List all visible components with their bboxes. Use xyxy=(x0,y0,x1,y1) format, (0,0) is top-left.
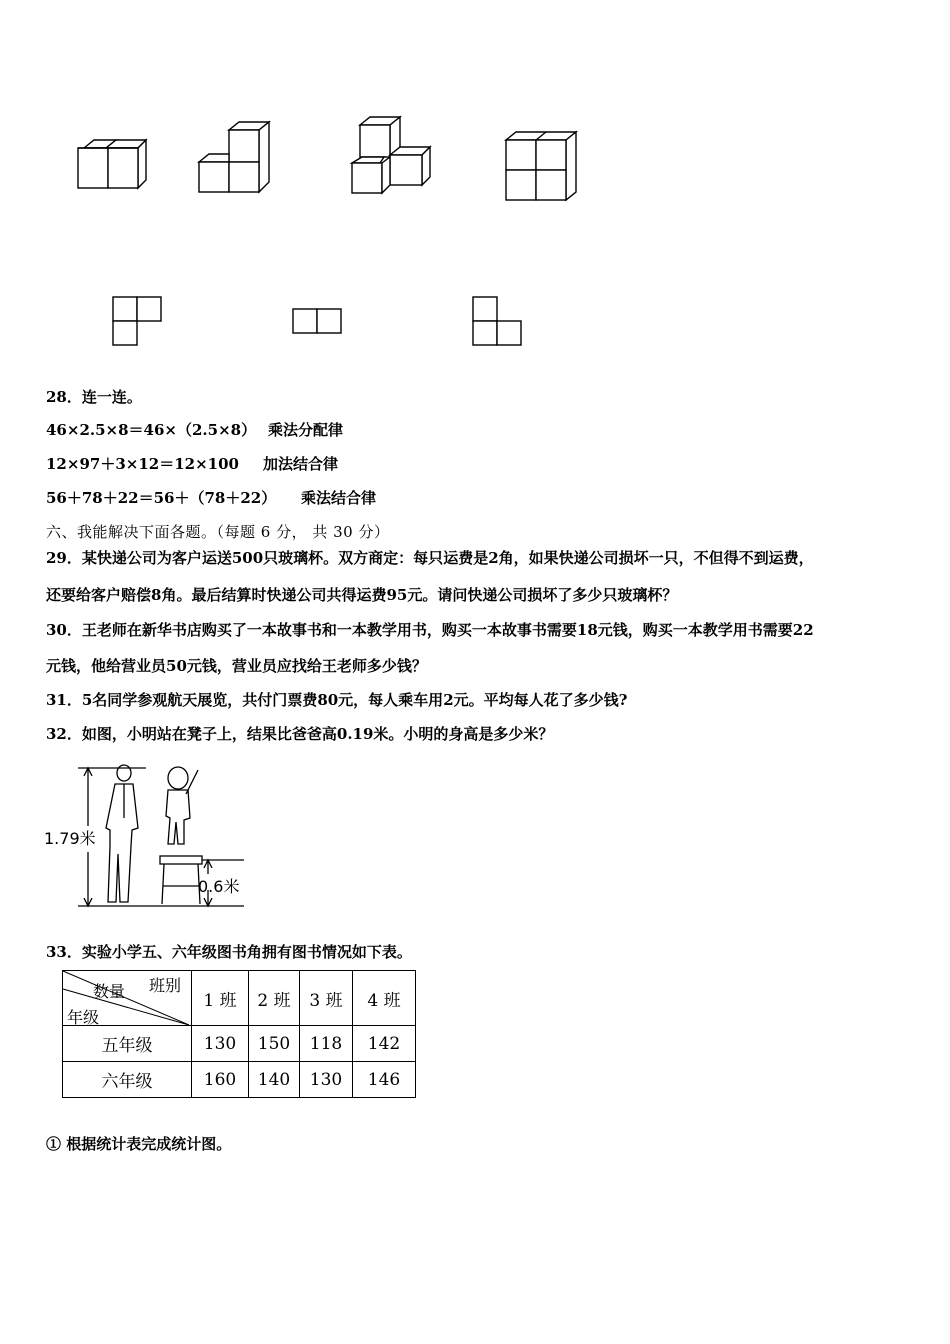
table-cell: 150 xyxy=(249,1026,300,1062)
stool-height-label: 0.6米 xyxy=(198,877,240,896)
table-cell: 146 xyxy=(353,1062,416,1098)
corner-label-class: 班别 xyxy=(148,976,181,995)
table-header: 4 班 xyxy=(353,971,416,1026)
book-stats-table xyxy=(62,970,416,1098)
q28-title: 28．连一连。 xyxy=(46,388,142,406)
table-header: 2 班 xyxy=(249,971,300,1026)
q29-line-1: 29．某快递公司为客户运送500只玻璃杯。双方商定：每只运费是2角，如果快递公司损坏一只，不但得不到运费， xyxy=(46,549,814,567)
q33-line-1: 33．实验小学五、六年级图书角拥有图书情况如下表。 xyxy=(46,943,412,961)
dad-height-label: 1.79米 xyxy=(44,829,96,848)
q31-line-1: 31．5名同学参观航天展览，共付门票费80元，每人乘车用2元。平均每人花了多少钱? xyxy=(46,691,628,709)
table-row xyxy=(63,1026,416,1062)
table-corner-cell xyxy=(63,971,192,1026)
q28-law-2: 加法结合律 xyxy=(263,455,339,473)
table-cell: 140 xyxy=(249,1062,300,1098)
row-label: 五年级 xyxy=(63,1026,192,1062)
table-cell: 142 xyxy=(353,1026,416,1062)
q30-line-1: 30．王老师在新华书店购买了一本故事书和一本教学用书，购买一本故事书需要18元钱，购买一本教学用书需要22 xyxy=(46,621,814,639)
q28-expr-1: 46×2.5×8＝46×（2.5×8） xyxy=(46,421,257,439)
view-figure-1 xyxy=(112,296,164,348)
view-figure-2 xyxy=(292,308,344,336)
q28-expr-2: 12×97＋3×12＝12×100 xyxy=(46,455,239,473)
table-header-row xyxy=(63,971,416,1026)
table-cell: 118 xyxy=(300,1026,353,1062)
view-figure-3 xyxy=(472,296,524,348)
q28-law-3: 乘法结合律 xyxy=(301,489,377,507)
table-cell: 130 xyxy=(192,1026,249,1062)
q32-line-1: 32．如图，小明站在凳子上，结果比爸爸高0.19米。小明的身高是多少米？ xyxy=(46,725,554,743)
q30-line-2: 元钱，他给营业员50元钱，营业员应找给王老师多少钱？ xyxy=(46,657,427,675)
cube-figure-1 xyxy=(76,138,156,194)
table-cell: 130 xyxy=(300,1062,353,1098)
q29-line-2: 还要给客户赔偿8角。最后结算时快递公司共得运费95元。请问快递公司损坏了多少只玻璃杯？ xyxy=(46,586,678,604)
cube-figure-3 xyxy=(350,115,434,199)
cube-figure-4 xyxy=(504,130,580,204)
section-6-title: 六、我能解决下面各题。（每题 6 分， 共 30 分） xyxy=(46,523,390,541)
cube-figure-2 xyxy=(197,122,277,194)
table-row xyxy=(63,1062,416,1098)
q28-law-1: 乘法分配律 xyxy=(268,421,344,439)
q33-sub-1: ① 根据统计表完成统计图。 xyxy=(46,1135,232,1153)
table-header: 1 班 xyxy=(192,971,249,1026)
corner-label-grade: 年级 xyxy=(67,1008,100,1027)
table-header: 3 班 xyxy=(300,971,353,1026)
q28-expr-3: 56＋78＋22＝56＋（78＋22） xyxy=(46,489,277,507)
table-cell: 160 xyxy=(192,1062,249,1098)
row-label: 六年级 xyxy=(63,1062,192,1098)
corner-label-quantity: 数量 xyxy=(93,982,126,1001)
